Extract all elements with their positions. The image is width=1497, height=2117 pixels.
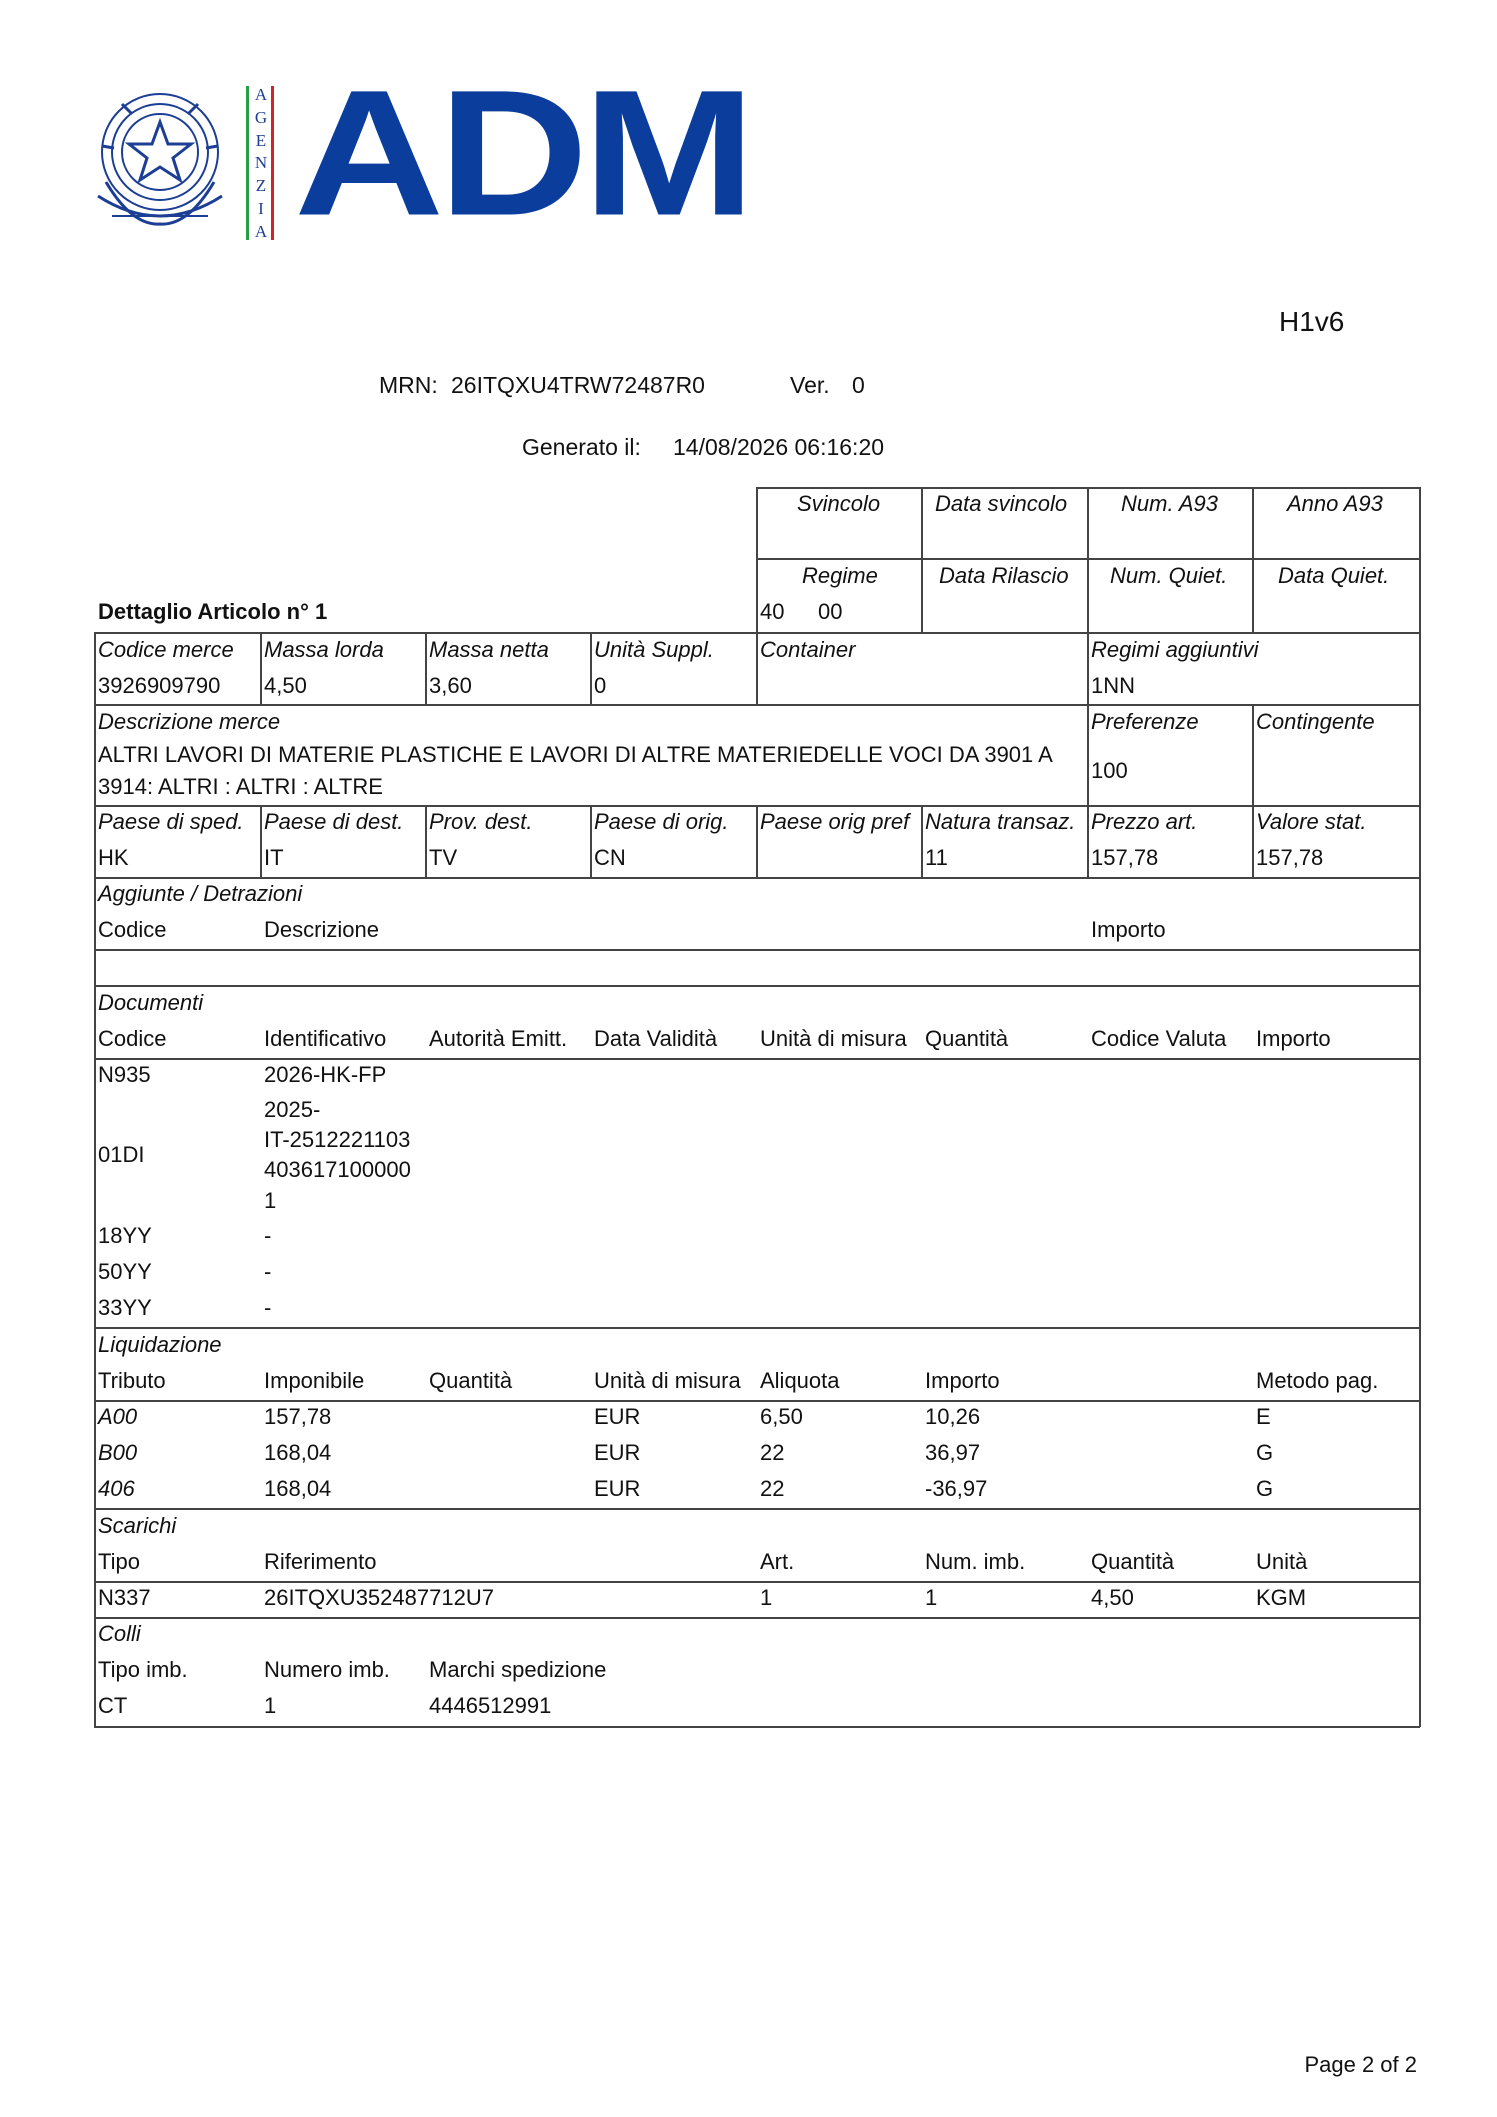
unita-value: EUR <box>594 1404 641 1429</box>
unita-suppl-value: 0 <box>594 673 607 698</box>
scarichi-header: Unità <box>1256 1549 1308 1574</box>
aliquota-value: 22 <box>760 1476 785 1501</box>
svincolo-label: Svincolo <box>797 491 881 516</box>
descrizione-label: Descrizione merce <box>98 709 281 734</box>
scarichi-header: Art. <box>760 1549 795 1574</box>
aggiunte-title: Aggiunte / Detrazioni <box>98 881 303 906</box>
rule <box>94 1327 1420 1329</box>
colli-header: Marchi spedizione <box>429 1657 607 1682</box>
rule <box>94 1508 1420 1510</box>
mrn-label: MRN: <box>379 372 438 398</box>
documenti-title: Documenti <box>98 990 204 1015</box>
rule <box>756 805 758 877</box>
agenzia-letter: I <box>258 199 264 219</box>
colli-title: Colli <box>98 1621 141 1646</box>
documento-id: - <box>264 1223 272 1248</box>
rule <box>94 1400 1420 1402</box>
paese-orig-value: CN <box>594 845 626 870</box>
agenzia-letter: E <box>255 130 267 150</box>
generated-label: Generato il: <box>522 434 641 460</box>
rule <box>94 1726 1420 1728</box>
valore-value: 157,78 <box>1256 845 1324 870</box>
documento-id: 2025- <box>264 1097 321 1122</box>
agenzia-letter: A <box>254 221 268 241</box>
regimi-label: Regimi aggiuntivi <box>1091 637 1259 662</box>
rule <box>1087 805 1089 877</box>
documenti-header: Importo <box>1256 1026 1331 1051</box>
rule <box>94 949 1420 951</box>
prov-dest-value: TV <box>429 845 458 870</box>
documento-codice: 18YY <box>98 1223 152 1248</box>
scarichi-header: Num. imb. <box>925 1549 1026 1574</box>
colli-header: Tipo imb. <box>98 1657 188 1682</box>
aggiunte-descrizione-header: Descrizione <box>264 917 379 942</box>
rule <box>94 877 1420 879</box>
liquidazione-header: Imponibile <box>264 1368 365 1393</box>
prov-dest-label: Prov. dest. <box>429 809 533 834</box>
rule <box>94 985 1420 987</box>
rule <box>94 1617 1420 1619</box>
importo-value: 36,97 <box>925 1440 981 1465</box>
agenzia-letter: A <box>254 85 268 104</box>
regime-label: Regime <box>802 563 878 588</box>
liquidazione-header: Aliquota <box>760 1368 840 1393</box>
documento-codice: 50YY <box>98 1259 152 1284</box>
documenti-header: Quantità <box>925 1026 1009 1051</box>
aliquota-value: 22 <box>760 1440 785 1465</box>
unita-value: EUR <box>594 1476 641 1501</box>
massa-netta-label: Massa netta <box>429 637 549 662</box>
liquidazione-header: Quantità <box>429 1368 513 1393</box>
data-svincolo-label: Data svincolo <box>935 491 1068 516</box>
rule <box>425 805 427 877</box>
num-a93-label: Num. A93 <box>1121 491 1219 516</box>
rule <box>260 805 262 877</box>
scarichi-title: Scarichi <box>98 1513 177 1538</box>
rule <box>1087 704 1089 805</box>
rule <box>590 805 592 877</box>
documenti-header: Codice Valuta <box>1091 1026 1227 1051</box>
metodo-value: G <box>1256 1476 1274 1501</box>
rule <box>590 632 592 704</box>
valore-label: Valore stat. <box>1256 809 1367 834</box>
scarichi-header: Tipo <box>98 1549 140 1574</box>
rule <box>1252 487 1254 632</box>
agenzia-letters <box>252 86 270 240</box>
rule <box>425 632 427 704</box>
generated-value: 14/08/2026 06:16:20 <box>673 434 885 460</box>
rule <box>260 632 262 704</box>
agenzia-letter: N <box>254 153 268 173</box>
scarico-riferimento: 26ITQXU352487712U7 <box>264 1585 494 1610</box>
contingente-label: Contingente <box>1256 709 1375 734</box>
regimi-value: 1NN <box>1091 673 1136 698</box>
massa-lorda-value: 4,50 <box>264 673 307 698</box>
liquidazione-header: Importo <box>925 1368 1000 1393</box>
documento-codice: N935 <box>98 1062 151 1087</box>
rule <box>1419 487 1421 1727</box>
agenzia-letter: G <box>254 107 268 127</box>
aliquota-value: 6,50 <box>760 1404 803 1429</box>
paese-orig-label: Paese di orig. <box>594 809 729 834</box>
rule <box>1252 805 1254 877</box>
documenti-header: Codice <box>98 1026 167 1051</box>
scarichi-header: Quantità <box>1091 1549 1175 1574</box>
importo-value: -36,97 <box>925 1476 988 1501</box>
num-quiet-label: Num. Quiet. <box>1110 563 1228 588</box>
adm-brand-logo: ADM <box>294 53 750 254</box>
documento-codice: 01DI <box>98 1142 145 1167</box>
agenzia-vertical-label <box>246 86 274 240</box>
codice-merce-label: Codice merce <box>98 637 234 662</box>
prezzo-value: 157,78 <box>1091 845 1159 870</box>
scarico-tipo: N337 <box>98 1585 151 1610</box>
green-stripe <box>246 86 249 240</box>
collo-marchi: 4446512991 <box>429 1693 552 1718</box>
imponibile-value: 168,04 <box>264 1476 332 1501</box>
imponibile-value: 157,78 <box>264 1404 332 1429</box>
descrizione-line-1: ALTRI LAVORI DI MATERIE PLASTICHE E LAVORI DI ALTRE MATERIEDELLE VOCI DA 3901 A <box>98 742 1053 767</box>
preferenze-value: 100 <box>1091 758 1128 783</box>
documenti-header: Autorità Emitt. <box>429 1026 568 1051</box>
documento-id: - <box>264 1259 272 1284</box>
documenti-header: Data Validità <box>594 1026 718 1051</box>
agenzia-letter: Z <box>255 176 267 196</box>
natura-value: 11 <box>925 845 948 870</box>
liquidazione-header: Unità di misura <box>594 1368 741 1393</box>
codice-merce-value: 3926909790 <box>98 673 221 698</box>
data-rilascio-label: Data Rilascio <box>939 563 1069 588</box>
scarico-art: 1 <box>760 1585 773 1610</box>
liquidazione-title: Liquidazione <box>98 1332 222 1357</box>
rule <box>94 1581 1420 1583</box>
data-quiet-label: Data Quiet. <box>1278 563 1390 588</box>
documento-id: 2026-HK-FP <box>264 1062 387 1087</box>
paese-sped-value: HK <box>98 845 129 870</box>
natura-label: Natura transaz. <box>925 809 1076 834</box>
rule <box>94 632 96 1727</box>
massa-netta-value: 3,60 <box>429 673 472 698</box>
page-number: Page 2 of 2 <box>1304 2052 1417 2077</box>
documento-id: 403617100000 <box>264 1157 411 1182</box>
scarico-quantita: 4,50 <box>1091 1585 1134 1610</box>
rule <box>94 1058 1420 1060</box>
tributo-value: B00 <box>98 1440 138 1465</box>
rule <box>756 632 758 704</box>
metodo-value: E <box>1256 1404 1271 1429</box>
massa-lorda-label: Massa lorda <box>264 637 384 662</box>
descrizione-line-2: 3914: ALTRI : ALTRI : ALTRE <box>98 774 383 799</box>
scarico-unita: KGM <box>1256 1585 1307 1610</box>
liquidazione-header: Metodo pag. <box>1256 1368 1379 1393</box>
anno-a93-label: Anno A93 <box>1287 491 1383 516</box>
documento-codice: 33YY <box>98 1295 152 1320</box>
preferenze-label: Preferenze <box>1091 709 1199 734</box>
tributo-value: 406 <box>98 1476 135 1501</box>
importo-value: 10,26 <box>925 1404 981 1429</box>
mrn-value: 26ITQXU4TRW72487R0 <box>451 372 705 398</box>
article-title: Dettaglio Articolo n° 1 <box>98 599 328 624</box>
scarichi-header: Riferimento <box>264 1549 377 1574</box>
rule <box>756 487 758 632</box>
aggiunte-codice-header: Codice <box>98 917 167 942</box>
documenti-header: Unità di misura <box>760 1026 907 1051</box>
rule <box>921 805 923 877</box>
rule <box>1087 487 1089 632</box>
rule <box>94 704 1420 706</box>
regime-value-2: 00 <box>818 599 843 624</box>
regime-value-1: 40 <box>760 599 785 624</box>
unita-suppl-label: Unità Suppl. <box>594 637 714 662</box>
tributo-value: A00 <box>98 1404 138 1429</box>
red-stripe <box>271 86 274 240</box>
rule <box>921 487 923 632</box>
aggiunte-importo-header: Importo <box>1091 917 1166 942</box>
republic-emblem-logo <box>92 86 228 244</box>
imponibile-value: 168,04 <box>264 1440 332 1465</box>
documento-id: - <box>264 1295 272 1320</box>
ver-value: 0 <box>852 372 865 398</box>
prezzo-label: Prezzo art. <box>1091 809 1198 834</box>
document-code: H1v6 <box>1279 306 1345 337</box>
container-label: Container <box>760 637 856 662</box>
collo-tipo: CT <box>98 1693 128 1718</box>
rule <box>1087 632 1089 704</box>
paese-dest-value: IT <box>264 845 284 870</box>
metodo-value: G <box>1256 1440 1274 1465</box>
documento-id: 1 <box>264 1188 277 1213</box>
colli-header: Numero imb. <box>264 1657 390 1682</box>
rule <box>1252 704 1254 805</box>
scarico-num-imb: 1 <box>925 1585 938 1610</box>
ver-label: Ver. <box>790 372 830 398</box>
paese-dest-label: Paese di dest. <box>264 809 404 834</box>
documenti-header: Identificativo <box>264 1026 387 1051</box>
paese-orig-pref-label: Paese orig pref <box>760 809 910 834</box>
unita-value: EUR <box>594 1440 641 1465</box>
paese-sped-label: Paese di sped. <box>98 809 244 834</box>
documento-id: IT-2512221103 <box>264 1127 411 1152</box>
collo-numero: 1 <box>264 1693 277 1718</box>
liquidazione-header: Tributo <box>98 1368 166 1393</box>
